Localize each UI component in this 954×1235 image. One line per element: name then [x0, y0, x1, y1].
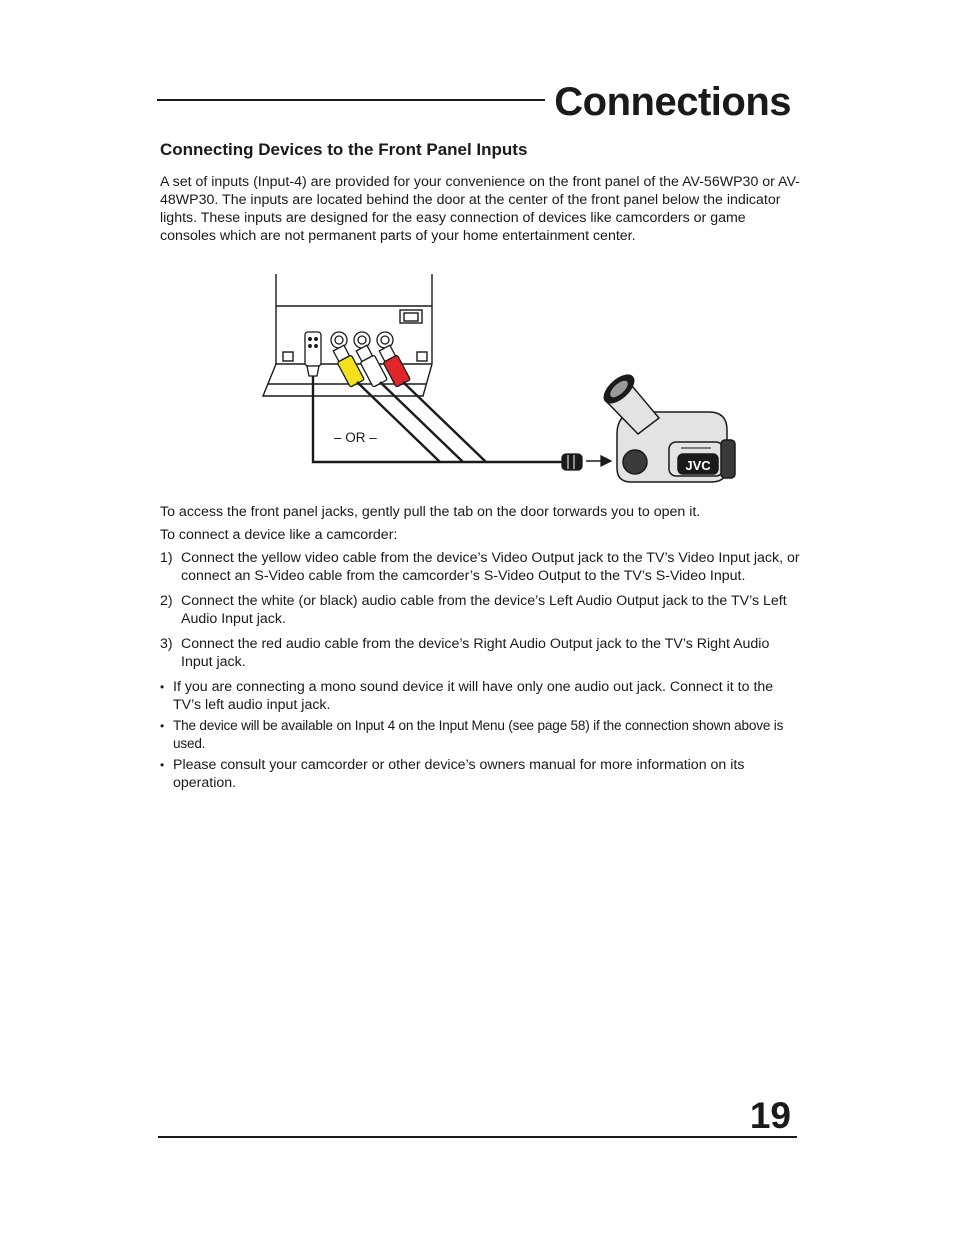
- step-text: Connect the red audio cable from the device’s Right Audio Output jack to the TV’s Right Audio Input jack.: [181, 636, 770, 670]
- or-label: – OR –: [334, 430, 377, 445]
- connection-cables: [313, 376, 565, 462]
- bullet-glyph: •: [160, 758, 165, 772]
- s-video-plug: [305, 332, 321, 376]
- step-text: Connect the yellow video cable from the device’s Video Output jack to the TV’s Video Input jack, or connect an S-Video cable from the camcorder’s S-Video Output to the TV’s S-Video Input.: [181, 550, 800, 584]
- note-item: [160, 717, 800, 753]
- notes-list: [160, 678, 800, 792]
- camcorder-brand-logo: JVC: [685, 458, 711, 473]
- intro-paragraph: A set of inputs (Input-4) are provided for your convenience on the front panel of the AV-56WP30 or AV-48WP30. The inputs are located behind the door at the center of the front panel below the indicator lights. These inputs are designed for the easy connection of devices like camcorders or game consoles which are not permanent parts of your home entertainment center.: [160, 174, 800, 244]
- footer-rule: [158, 1136, 797, 1138]
- step-number: 1): [160, 550, 173, 566]
- note-item: [160, 756, 800, 792]
- page-title: Connections: [554, 80, 791, 124]
- note-item: [160, 678, 800, 714]
- step-number: 3): [160, 636, 173, 652]
- note-text: If you are connecting a mono sound device it will have only one audio out jack. Connect it to the TV’s left audio input jack.: [173, 679, 774, 713]
- front-panel-connection-diagram: [255, 272, 755, 492]
- camcorder-cable-plug: [562, 454, 611, 470]
- step-number: 2): [160, 593, 173, 609]
- steps-lead: To connect a device like a camcorder:: [160, 527, 398, 543]
- step-text: Connect the white (or black) audio cable from the device’s Left Audio Output jack to the TV’s Left Audio Input jack.: [181, 593, 787, 627]
- step-item: [160, 549, 800, 585]
- note-text: The device will be available on Input 4 on the Input Menu (see page 58) if the connection shown above is used.: [173, 718, 784, 751]
- camcorder-illustration: [600, 370, 735, 482]
- title-rule: [157, 99, 545, 101]
- section-heading: Connecting Devices to the Front Panel Inputs: [160, 140, 528, 159]
- step-item: [160, 635, 800, 671]
- note-text: Please consult your camcorder or other device’s owners manual for more information on its operation.: [173, 757, 745, 791]
- access-instruction: To access the front panel jacks, gently pull the tab on the door torwards you to open it.: [160, 504, 701, 520]
- step-item: [160, 592, 800, 628]
- steps-list: [160, 549, 800, 671]
- bullet-glyph: •: [160, 719, 165, 733]
- instructions-block: [160, 503, 800, 795]
- bullet-glyph: •: [160, 680, 165, 694]
- page-number: 19: [749, 1095, 791, 1136]
